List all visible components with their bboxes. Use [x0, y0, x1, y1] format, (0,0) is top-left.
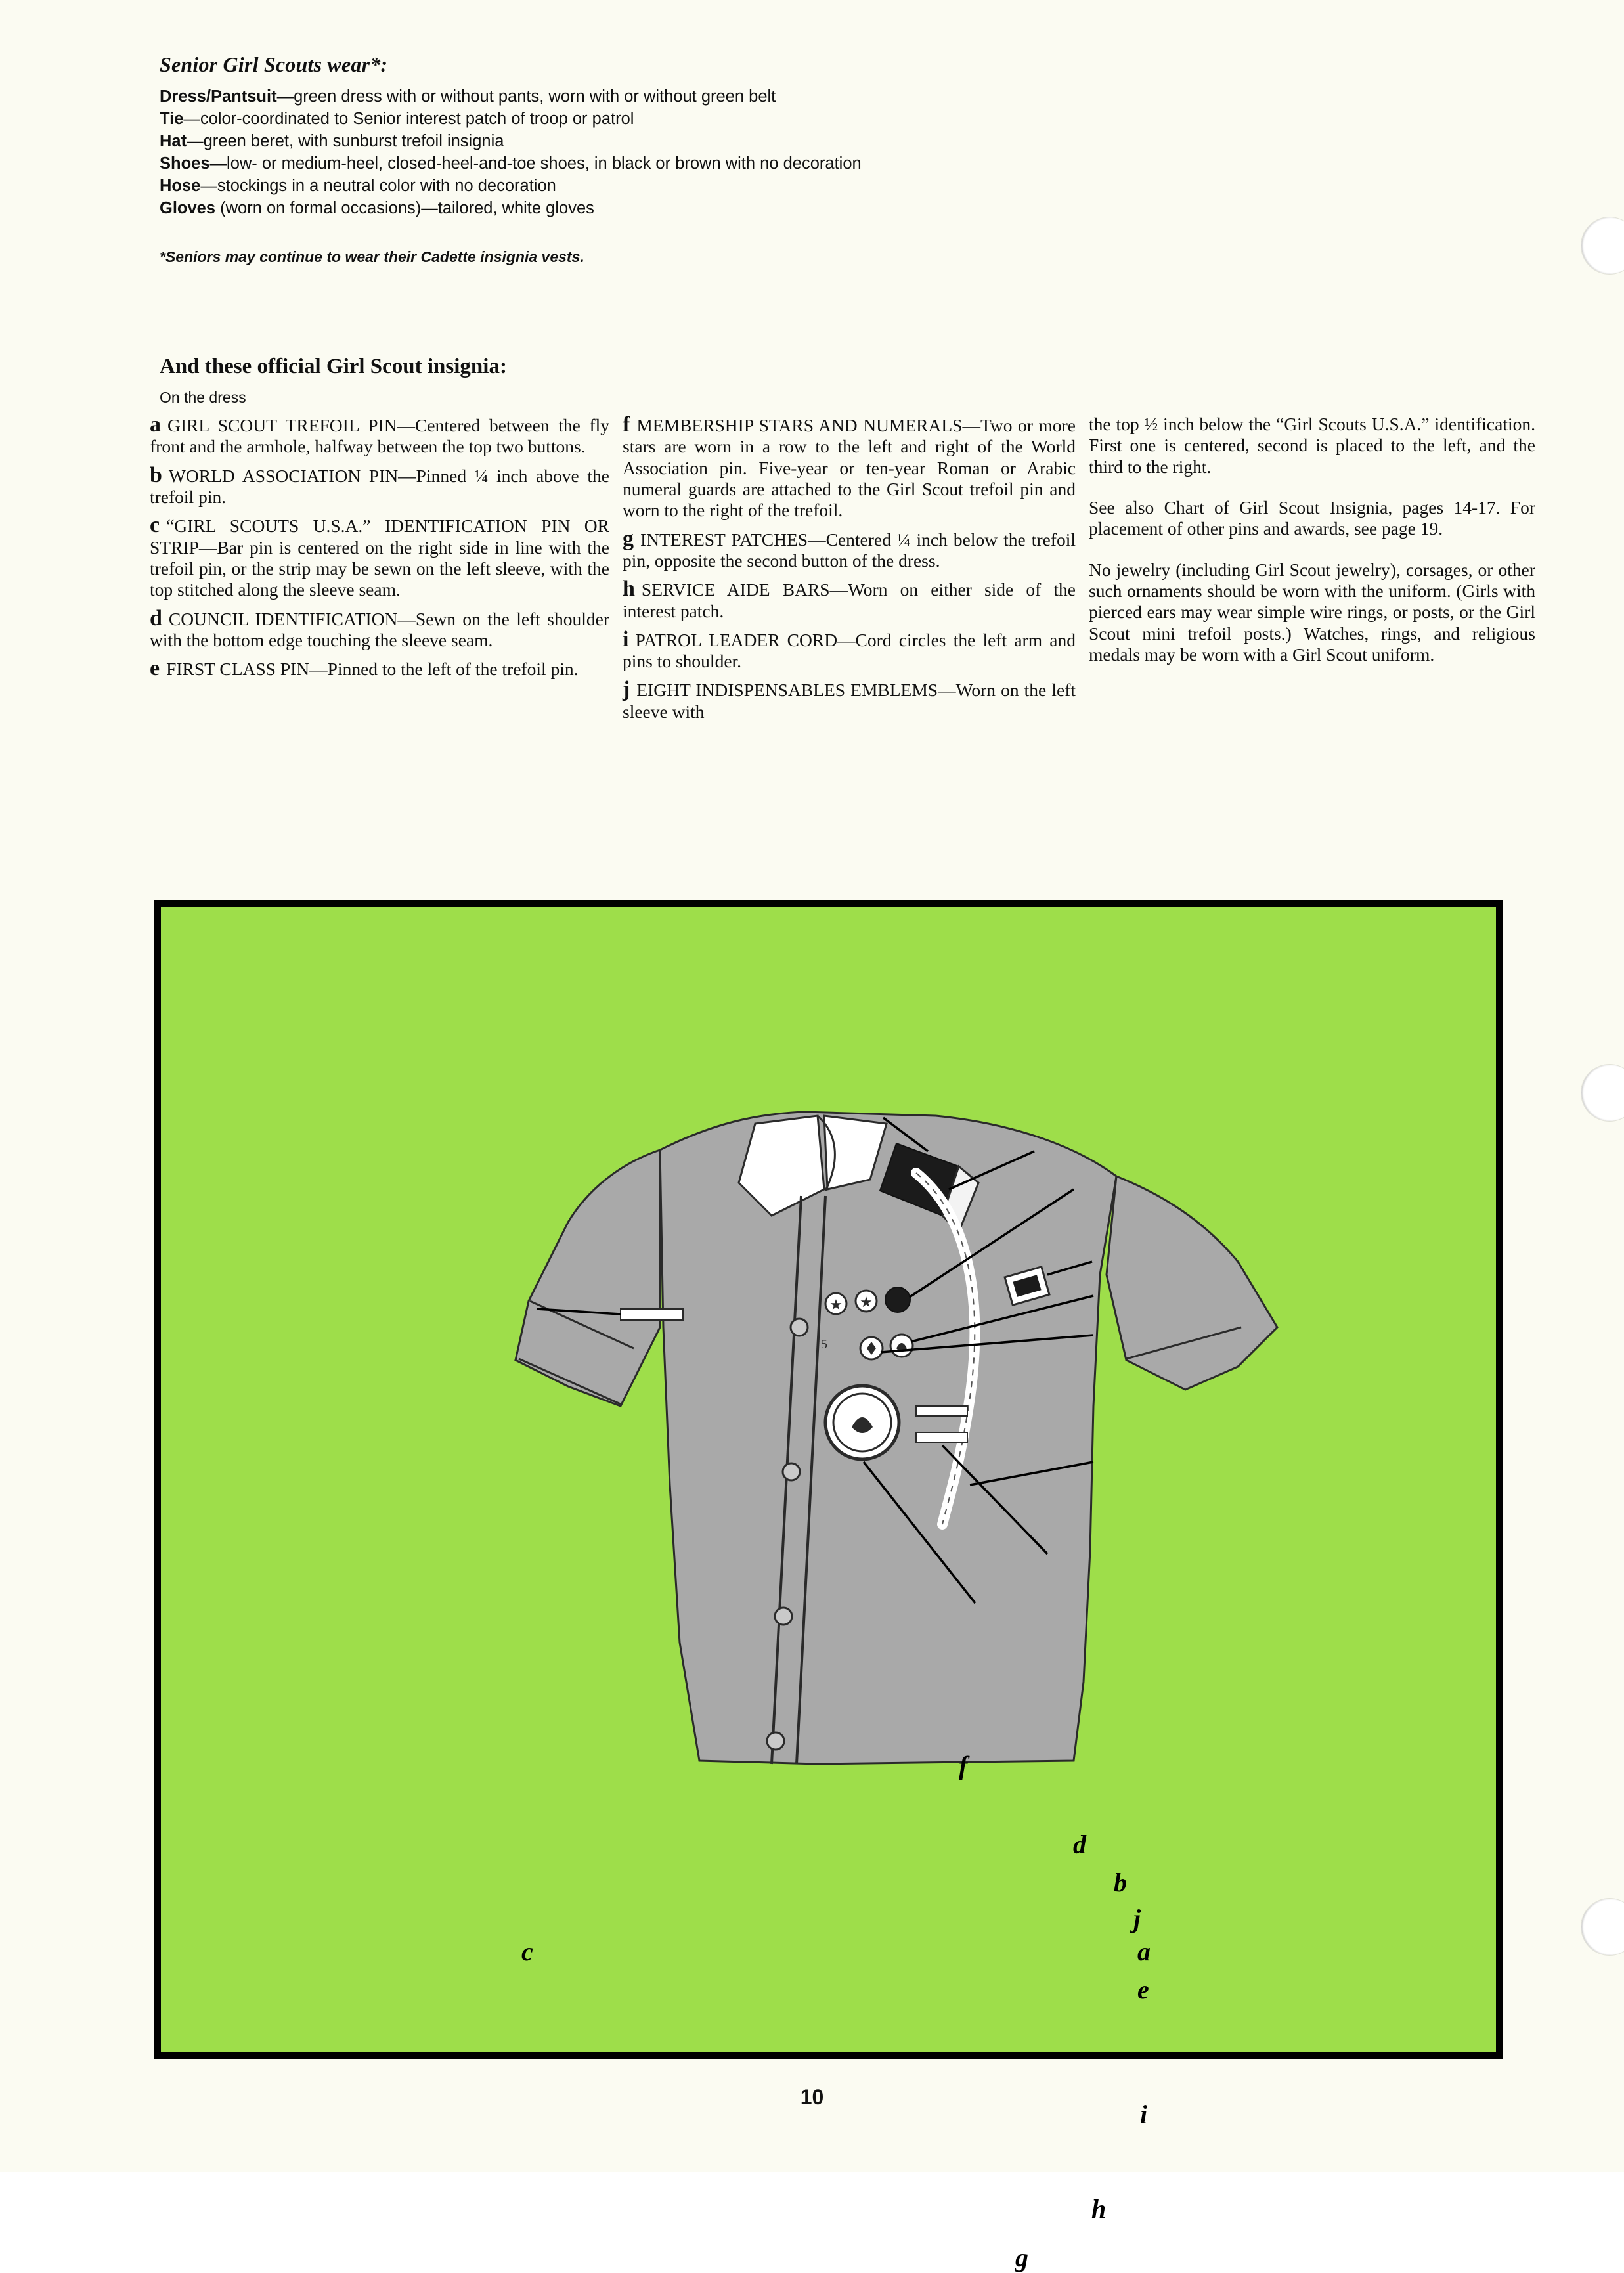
callout-letter-e: e [1137, 1975, 1149, 2004]
world-association-pin [885, 1287, 910, 1312]
callout-letter-b: b [1114, 1868, 1127, 1897]
entry-text: “GIRL SCOUTS U.S.A.” IDENTIFICATION PIN OR STRIP—Bar pin is centered on the right side in line with the trefoil pin, or the strip may be sewn on the left sleeve, with the top stitched along the sleeve seam. [150, 516, 609, 600]
entry-marker: e [150, 656, 160, 681]
button [791, 1319, 808, 1336]
item-text: —green dress with or without pants, worn with or without green belt [276, 87, 776, 106]
callout-letter-j: j [1133, 1904, 1141, 1933]
entry-text: WORLD ASSOCIATION PIN—Pinned ¼ inch above the trefoil pin. [150, 465, 609, 507]
entry-marker: c [150, 513, 160, 538]
jewelry-paragraph: No jewelry (including Girl Scout jewelry), corsages, or other such ornaments should be worn with the uniform. (Girls with pierced ears may wear simple wire rings, or posts, or the Girl Scout mini trefoil posts.) Watches, rings, and religious medals may be worn with a Girl Scout uniform. [1089, 559, 1535, 665]
callout-letter-c: c [521, 1937, 533, 1966]
entry-text: INTEREST PATCHES—Centered ¼ inch below the trefoil pin, opposite the second button of the dress. [623, 529, 1076, 571]
item-text: (worn on formal occasions)—tailored, white gloves [215, 198, 594, 217]
entry-marker: a [150, 412, 161, 437]
first-class-pin [860, 1337, 883, 1359]
senior-uniform-section [160, 53, 1145, 266]
insignia-entry [150, 514, 609, 600]
entry-text: MEMBERSHIP STARS AND NUMERALS—Two or more stars are worn in a row to the left and right of the World Association pin. Five-year or ten-year Roman or Arabic numeral guards are attached to the Girl Scout trefoil pin and worn to the right of the trefoil. [623, 415, 1076, 521]
svg-text:★: ★ [860, 1294, 873, 1311]
page-number: 10 [800, 2085, 824, 2109]
entry-marker: f [623, 412, 630, 437]
insignia-entry [150, 657, 609, 680]
button [767, 1732, 784, 1750]
list-item [160, 108, 1145, 131]
entry-marker: d [150, 606, 162, 630]
callout-letter-i: i [1140, 2100, 1148, 2129]
insignia-entry [150, 464, 609, 508]
entry-marker: b [150, 462, 162, 487]
illustration-canvas [161, 907, 1496, 2052]
insignia-column-2 [623, 414, 1089, 729]
item-label: Hat [160, 131, 187, 150]
insignia-entry [150, 607, 609, 651]
girl-scout-trefoil-pin [890, 1335, 913, 1357]
senior-section-heading: Senior Girl Scouts wear*: [160, 53, 388, 76]
callout-letter-a: a [1137, 1937, 1151, 1966]
punch-hole-icon [1581, 1064, 1624, 1122]
insignia-entry [623, 629, 1076, 673]
uniform-items-list [160, 86, 1145, 219]
item-label: Hose [160, 176, 201, 195]
insignia-entry [150, 414, 609, 458]
insignia-section-heading: And these official Girl Scout insignia: [160, 355, 507, 378]
entry-text: EIGHT INDISPENSABLES EMBLEMS—Worn on the left sleeve with [623, 680, 1076, 722]
punch-hole-icon [1581, 217, 1624, 275]
item-label: Gloves [160, 198, 216, 217]
entry-marker: g [623, 526, 634, 551]
list-item [160, 153, 1145, 175]
entry-text: FIRST CLASS PIN—Pinned to the left of the trefoil pin. [166, 659, 579, 680]
see-also-paragraph: See also Chart of Girl Scout Insignia, pages 14-17. For placement of other pins and awards, see page 19. [1089, 497, 1535, 539]
item-text: —stockings in a neutral color with no decoration [200, 176, 556, 195]
insignia-entry [623, 414, 1076, 521]
interest-patch [825, 1386, 899, 1459]
svg-text:★: ★ [829, 1297, 843, 1313]
list-item [160, 198, 1145, 220]
entry-text: SERVICE AIDE BARS—Worn on either side of the interest patch. [623, 579, 1076, 621]
entry-marker: i [623, 627, 629, 651]
item-text: —color-coordinated to Senior interest patch of troop or patrol [183, 109, 634, 128]
service-aide-bar [916, 1432, 967, 1442]
entry-text: COUNCIL IDENTIFICATION—Sewn on the left shoulder with the bottom edge touching the sleeve seam. [150, 608, 609, 650]
punch-hole-icon [1581, 1898, 1624, 1956]
insignia-columns [150, 414, 1542, 729]
entry-marker: h [623, 577, 635, 602]
uniform-diagram-svg [161, 907, 1496, 2052]
insignia-column-3 [1089, 414, 1535, 729]
item-text: —low- or medium-heel, closed-heel-and-toe shoes, in black or brown with no decoration [209, 154, 862, 173]
entry-text: PATROL LEADER CORD—Cord circles the left arm and pins to shoulder. [623, 629, 1076, 672]
list-item [160, 86, 1145, 108]
gs-usa-identification-strip [621, 1309, 683, 1320]
button [775, 1608, 792, 1625]
item-label: Tie [160, 109, 184, 128]
senior-footnote: *Seniors may continue to wear their Cadette insignia vests. [160, 248, 584, 266]
service-aide-bar [916, 1406, 967, 1416]
list-item [160, 175, 1145, 198]
callout-letter-f: f [959, 1751, 968, 1780]
callout-letter-d: d [1073, 1830, 1086, 1859]
insignia-entry [623, 578, 1076, 622]
callout-letter-h: h [1091, 2194, 1107, 2224]
item-label: Shoes [160, 154, 210, 173]
item-text: —green beret, with sunburst trefoil insignia [187, 131, 504, 150]
callout-letter-g: g [1015, 2243, 1028, 2272]
button [783, 1463, 800, 1480]
continuation-paragraph: the top ½ inch below the “Girl Scouts U.S.A.” identification. First one is centered, second is placed to the left, and the third to the right. [1089, 414, 1535, 477]
list-item [160, 131, 1145, 153]
numeral-guard: 5 [821, 1337, 827, 1352]
entry-text: GIRL SCOUT TREFOIL PIN—Centered between the fly front and the armhole, halfway between the top two buttons. [150, 415, 609, 457]
insignia-entry [623, 528, 1076, 572]
insignia-column-1 [150, 414, 623, 729]
insignia-entry [623, 678, 1076, 722]
entry-marker: j [623, 677, 630, 702]
insignia-subheading: On the dress [160, 389, 246, 406]
item-label: Dress/Pantsuit [160, 87, 277, 106]
